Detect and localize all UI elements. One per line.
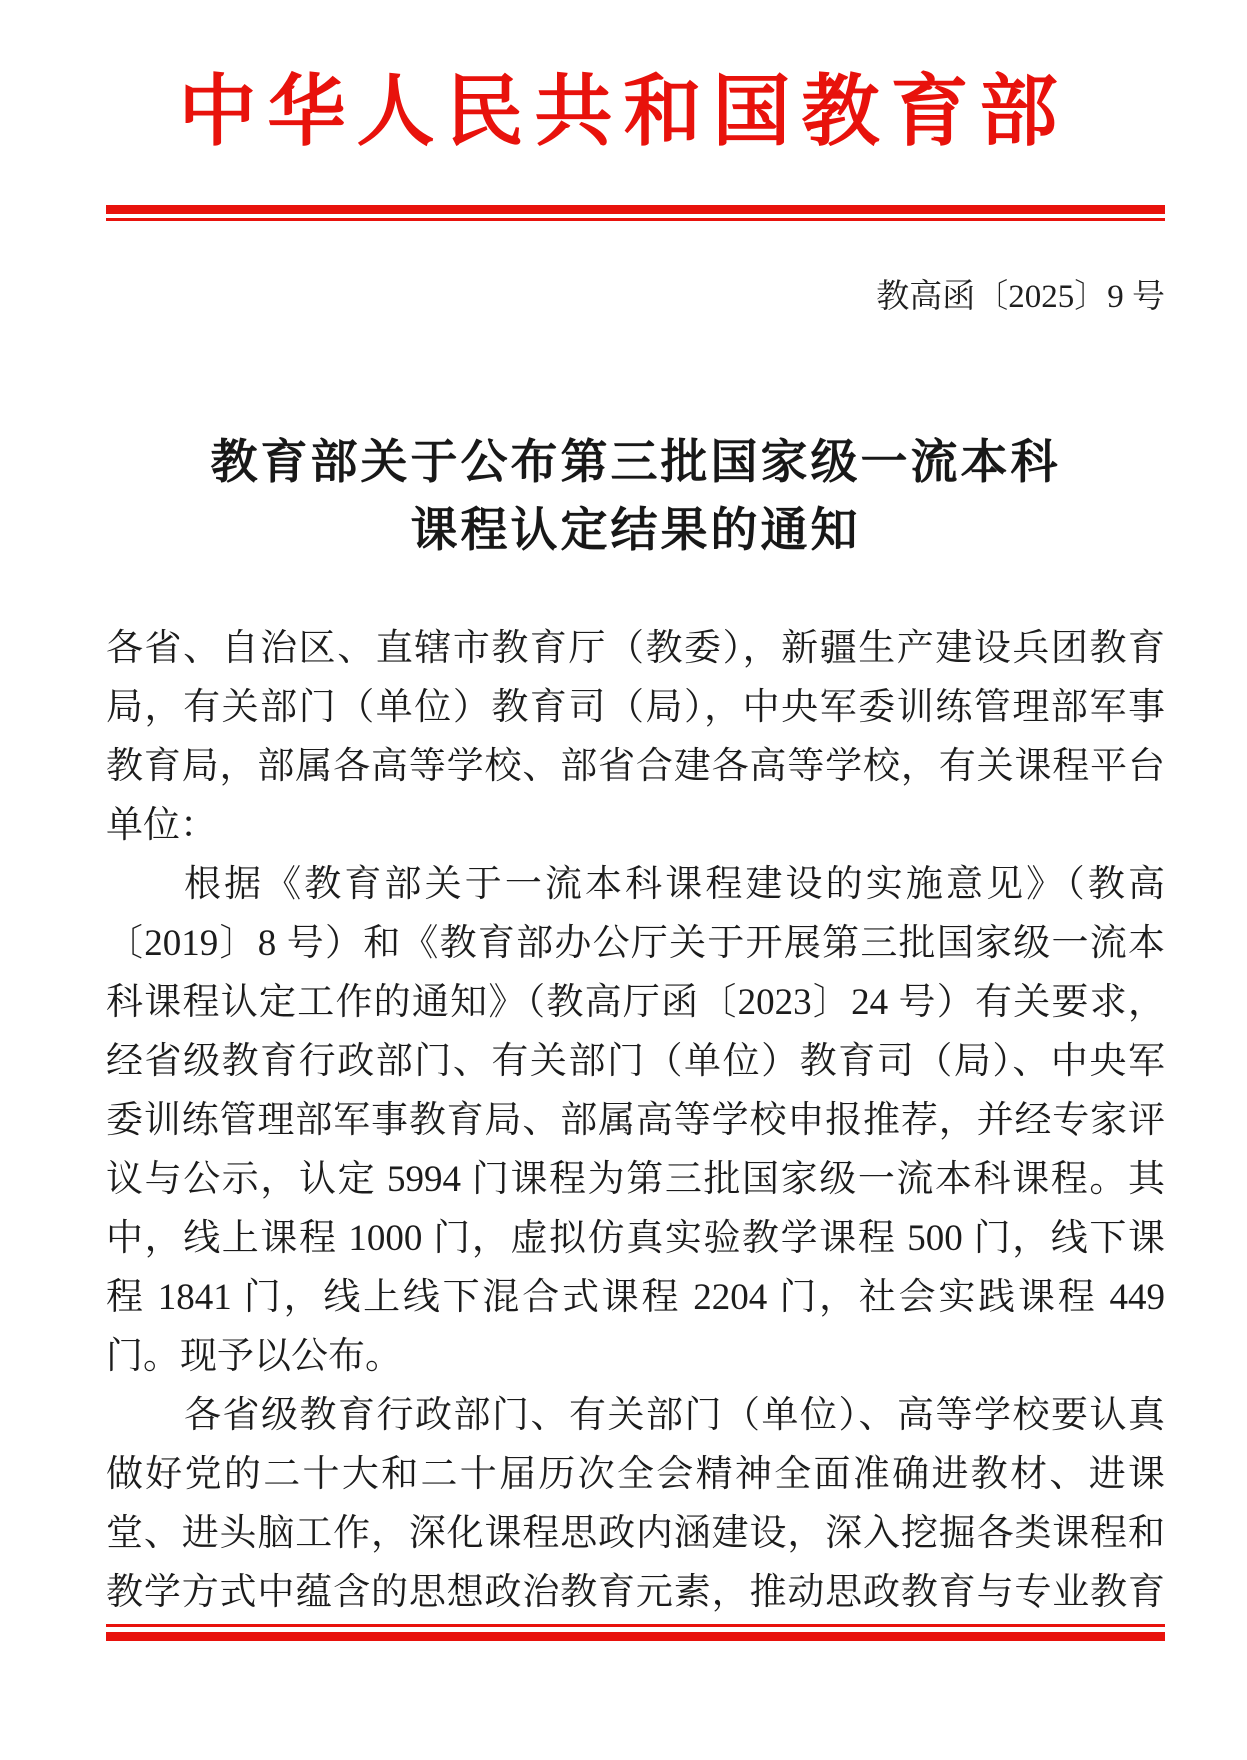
- body-line: 各省级教育行政部门、有关部门（单位）、高等学校要认真: [184, 1395, 1165, 1436]
- document-title-line2: 课程认定结果的通知: [410, 505, 861, 557]
- body-line: 堂、进头脑工作，深化课程思政内涵建设，深入挖掘各类课程和: [106, 1513, 1165, 1554]
- body-line: 中，线上课程 1000 门，虚拟仿真实验教学课程 500 门，线下课: [106, 1218, 1165, 1259]
- document-title: [106, 429, 1165, 565]
- body-line: 程 1841 门，线上线下混合式课程 2204 门，社会实践课程 449: [106, 1277, 1165, 1318]
- body-line: 单位：: [106, 805, 217, 846]
- letterhead-org-name: 中华人民共和国教育部: [178, 68, 1069, 155]
- body-line: 做好党的二十大和二十届历次全会精神全面准确进教材、进课: [106, 1454, 1165, 1495]
- header-rule: [106, 205, 1165, 221]
- body-line: 〔2019〕8 号）和《教育部办公厅关于开展第三批国家级一流本: [106, 923, 1165, 964]
- body-line: 根据《教育部关于一流本科课程建设的实施意见》（教高: [184, 864, 1165, 905]
- body-line: 科课程认定工作的通知》（教高厅函〔2023〕24 号）有关要求，: [106, 982, 1165, 1023]
- body-line: 局，有关部门（单位）教育司（局），中央军委训练管理部军事: [106, 687, 1165, 728]
- document-number: 教高函〔2025〕9 号: [876, 279, 1165, 315]
- footer-rule-thin: [106, 1624, 1165, 1627]
- body-line: 议与公示，认定 5994 门课程为第三批国家级一流本科课程。其: [106, 1159, 1165, 1200]
- body-line: 委训练管理部军事教育局、部属高等学校申报推荐，并经专家评: [106, 1100, 1165, 1141]
- body-line: 各省、自治区、直辖市教育厅（教委），新疆生产建设兵团教育: [106, 628, 1165, 669]
- footer-rule: [106, 1624, 1165, 1641]
- page-content: [106, 205, 1165, 1641]
- body-line: 门。现予以公布。: [106, 1336, 402, 1377]
- header-rule-thick: [106, 205, 1165, 214]
- body-line: 教育局，部属各高等学校、部省合建各高等学校，有关课程平台: [106, 746, 1165, 787]
- document-title-line1: 教育部关于公布第三批国家级一流本科: [210, 437, 1061, 489]
- footer-rule-thick: [106, 1632, 1165, 1641]
- body-line: 教学方式中蕴含的思想政治教育元素，推动思政教育与专业教育: [106, 1572, 1165, 1613]
- body-line: 经省级教育行政部门、有关部门（单位）教育司（局）、中央军: [106, 1041, 1165, 1082]
- header-rule-thin: [106, 218, 1165, 221]
- document-body: [106, 619, 1165, 1622]
